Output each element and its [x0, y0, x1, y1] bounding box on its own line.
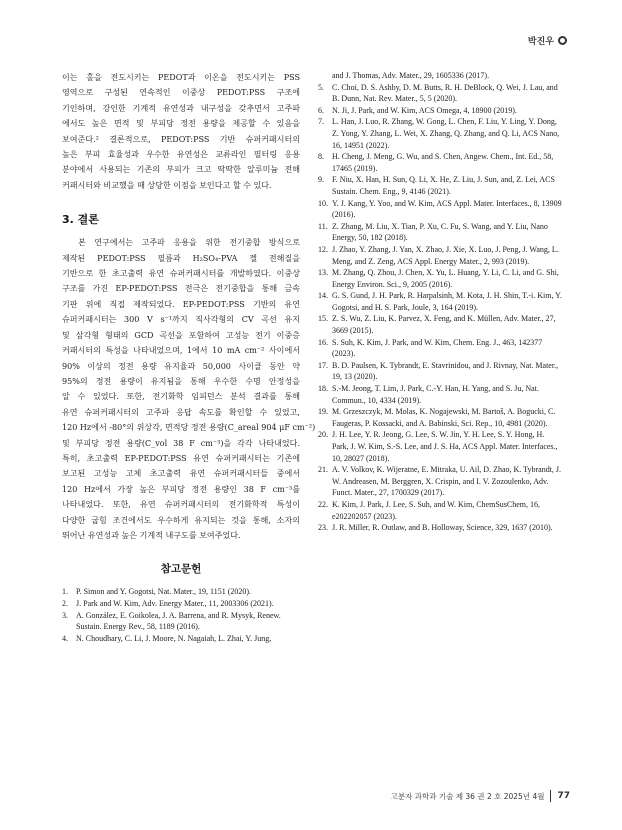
- text-line: 기판 위에 직접 제작되었다. EP-PEDOT:PSS 기반의 유연: [62, 299, 300, 309]
- reference-number: 4.: [62, 633, 68, 643]
- text-line: 본 연구에서는 고주파 응용을 위한 전기중합 방식으로: [78, 238, 300, 248]
- ring-icon: [558, 36, 567, 45]
- reference-item: [318, 267, 562, 290]
- reference-number: 11.: [318, 221, 328, 231]
- running-header: [528, 34, 567, 47]
- reference-item: [318, 313, 562, 336]
- text-line: 분야에서 사용되는 기존의 부피가 크고 딱딱한 알루미늄 전해: [62, 165, 300, 175]
- reference-text: J. H. Lee, Y. R. Jeong, G. Lee, S. W. Jin, Y. H. Lee, S. Y. Hong, H. Park, J. W. Kim, S.-S. Lee, and J. S. Ha, ACS Appl. Mater. Interfaces., 10, 28027 (2018).: [332, 430, 558, 463]
- text-line: 커패시터와 비교했을 때 상당한 이점을 보인다고 할 수 있다.: [62, 180, 272, 190]
- text-line: 슈퍼커패시터는 300 V s⁻¹까지 직사각형의 CV 곡선 유지: [62, 315, 300, 325]
- reference-text: Z. Zhang, M. Liu, X. Tian, P. Xu, C. Fu, S. Wang, and Y. Liu, Nano Energy, 50, 182 (2018).: [332, 221, 548, 243]
- reference-text: N. Ji, J. Park, and W. Kim, ACS Omega, 4, 18900 (2019).: [332, 105, 517, 115]
- reference-list: [62, 586, 300, 644]
- reference-number: 1.: [62, 587, 68, 597]
- reference-item: [318, 151, 562, 174]
- reference-text: M. Grzeszczyk, M. Molas, K. Nogajewski, M. Bartoš, A. Bogucki, C. Faugeras, P. Kossacki, and A. Babinski, Sci. Rep., 10, 4981 (2020).: [332, 407, 556, 428]
- reference-text: S. Suh, K. Kim, J. Park, and W. Kim, Chem. Eng. J., 463, 142377 (2023).: [332, 337, 543, 359]
- reference-item: [318, 464, 562, 499]
- reference-number: 20.: [318, 430, 328, 440]
- reference-item: [318, 522, 562, 534]
- reference-number: 7.: [318, 117, 324, 127]
- reference-text: G. S. Gund, J. H. Park, R. Harpalsinh, M. Kota, J. H. Shin, T.-i. Kim, Y. Gogotsi, and H. S. Park, Joule, 3, 164 (2019).: [332, 291, 562, 312]
- reference-text: J. R. Miller, R. Outlaw, and B. Holloway, Science, 329, 1637 (2010).: [332, 523, 553, 533]
- reference-text: A. González, E. Goikolea, J. A. Barrena, and R. Mysyk, Renew. Sustain. Energy Rev., 58, 1189 (2016).: [76, 610, 281, 632]
- reference-item: [318, 105, 562, 117]
- reference-text: N. Choudhary, C. Li, J. Moore, N. Nagaiah, L. Zhai, Y. Jung,: [76, 633, 272, 643]
- reference-text: M. Zhang, Q. Zhou, J. Chen, X. Yu, L. Huang, Y. Li, C. Li, and G. Shi, Energy Environ. Sci., 9, 2005 (2016).: [332, 268, 559, 289]
- journal-info: 고분자 과학과 기술 제 36 권 2 호 2025년 4월: [390, 791, 545, 801]
- reference-number: 18.: [318, 384, 328, 394]
- text-line: 나타내었다. 또한, 유연 슈퍼커패시터의 전기화학적 특성이: [62, 500, 300, 510]
- reference-item: [318, 198, 562, 221]
- reference-item: [318, 337, 562, 360]
- reference-number: 3.: [62, 610, 68, 620]
- text-line: 에서도 높은 면적 및 부피당 정전 용량을 제공할 수 있음을: [62, 119, 300, 129]
- reference-list: [318, 70, 562, 534]
- text-line: 기인하며, 강인한 기계적 유연성과 내구성을 갖추면서 고주파: [62, 103, 300, 113]
- left-column: [62, 70, 316, 644]
- reference-text: J. Zhao, Y. Zhang, J. Yan, X. Zhao, J. Xie, X. Luo, J. Peng, J. Wang, L. Meng, and Z. Zeng, ACS Appl. Energy Mater., 2, 993 (2019).: [332, 244, 559, 266]
- reference-item: [318, 406, 562, 429]
- reference-text: C. Choi, D. S. Ashby, D. M. Butts, R. H. DeBlock, Q. Wei, J. Lau, and B. Dunn, Nat. Rev. Mater., 5, 5 (2020).: [332, 82, 558, 104]
- reference-text: Z. S. Wu, Z. Liu, K. Parvez, X. Feng, and K. Müllen, Adv. Mater., 27, 3669 (2015).: [332, 314, 556, 336]
- reference-text: F. Niu, X. Han, H. Sun, Q. Li, X. He, Z. Liu, J. Sun, and, Z. Lei, ACS Sustain. Chem. Eng., 9, 4146 (2021).: [332, 175, 555, 196]
- reference-number: 21.: [318, 465, 328, 475]
- reference-number: 12.: [318, 244, 328, 254]
- reference-text: P. Simon and Y. Gogotsi, Nat. Mater., 19, 1151 (2020).: [76, 587, 252, 597]
- reference-number: 23.: [318, 523, 328, 533]
- text-line: 120 Hz에서 가장 높은 부피당 정전 용량인 38 F cm⁻³를: [62, 484, 300, 494]
- page-footer: [391, 790, 570, 802]
- reference-number: 6.: [318, 105, 324, 115]
- text-line: 구조를 가진 EP-PEDOT:PSS 전극은 전기중합을 통해 금속: [62, 284, 300, 294]
- reference-number: 10.: [318, 198, 328, 208]
- text-line: 특히, 초고출력 EP-PEDOT:PSS 유연 슈퍼커패시터는 기존에: [62, 453, 300, 463]
- reference-text: J. Park and W. Kim, Adv. Energy Mater., 11, 2003306 (2021).: [76, 598, 274, 608]
- reference-item: [62, 610, 300, 633]
- reference-number: 22.: [318, 499, 328, 509]
- reference-item: [318, 429, 562, 464]
- reference-text: B. D. Paulsen, K. Tybrandt, E. Stavrinidou, and J. Rivnay, Nat. Mater., 19, 13 (2020).: [332, 360, 559, 382]
- reference-number: 14.: [318, 291, 328, 301]
- reference-item: [318, 82, 562, 105]
- references-title: 참고문헌: [160, 563, 202, 576]
- reference-number: 19.: [318, 407, 328, 417]
- reference-item: [318, 383, 562, 406]
- reference-item: [318, 116, 562, 151]
- reference-item: [318, 221, 562, 244]
- reference-item: [318, 244, 562, 267]
- reference-number: 17.: [318, 360, 328, 370]
- reference-item: [62, 586, 300, 598]
- reference-item: [318, 174, 562, 197]
- reference-text: L. Han, J. Luo, R. Zhang, W. Gong, L. Chen, F. Liu, Y. Ling, Y. Dong, Z. Yong, Y. Zhang, L. Wei, X. Zhang, Q. Zhang, and Q. Li, ACS Nano, 16, 14951 (2022).: [332, 117, 560, 150]
- text-line: 120 Hz에서 -80°의 위상각, 면적당 정전 용량(C_areal 904 μF cm⁻²): [62, 423, 316, 433]
- text-line: 보고된 고성능 고체 초고출력 유연 슈퍼커패시터들 중에서: [62, 469, 300, 479]
- reference-text: Y. J. Kang, Y. Yoo, and W. Kim, ACS Appl. Mater. Interfaces., 8, 13909 (2016).: [332, 198, 562, 220]
- reference-text: H. Cheng, J. Meng, G. Wu, and S. Chen, Angew. Chem., Int. Ed., 58, 17465 (2019).: [332, 152, 554, 173]
- reference-item: [318, 360, 562, 383]
- reference-item: [318, 290, 562, 313]
- reference-text: A. V. Volkov, K. Wijeratne, E. Mitraka, U. Ail, D. Zhao, K. Tybrandt, J. W. Andreasen, M. Berggren, X. Crispin, and I. V. Zozoulenko, Adv. Funct. Mater., 27, 1700329 (2017).: [332, 465, 562, 498]
- reference-number: 13.: [318, 268, 328, 278]
- reference-number: 2.: [62, 598, 68, 608]
- text-line: 95%의 정전 용량이 유지됨을 통해 우수한 수명 안정성을: [62, 376, 300, 386]
- reference-text: K. Kim, J. Park, J. Lee, S. Suh, and W. Kim, ChemSusChem, 16, e202202057 (2023).: [332, 499, 541, 521]
- reference-text: and J. Thomas, Adv. Mater., 29, 1605336 (2017).: [332, 71, 490, 80]
- reference-number: 9.: [318, 175, 324, 185]
- text-line: 기반으로 한 초고출력 유연 슈퍼커패시터를 개발하였다. 이중상: [62, 269, 300, 279]
- conclusion-paragraph: [62, 235, 316, 543]
- reference-number: 16.: [318, 337, 328, 347]
- text-line: 다양한 굽힘 조건에서도 우수하게 유지되는 것을 통해, 소자의: [62, 515, 300, 525]
- text-line: 높은 부피 효율성과 우수한 유연성은 교류라인 필터링 응용: [62, 150, 300, 160]
- text-line: 커패시터의 특성을 나타내었으며, 1에서 10 mA cm⁻² 사이에서: [62, 346, 300, 356]
- page-number: 77: [557, 791, 570, 801]
- text-line: 이는 홀을 전도시키는 PEDOT과 이온을 전도시키는 PSS: [62, 73, 300, 82]
- intro-paragraph: [62, 70, 300, 193]
- reference-number: 15.: [318, 314, 328, 324]
- text-line: 90% 이상의 정전 용량 유지율과 50,000 사이클 동안 약: [62, 361, 300, 371]
- section-title: 3. 결론: [62, 213, 99, 227]
- text-line: 및 부피당 정전 용량(C_vol 38 F cm⁻³)을 각각 나타내었다.: [62, 438, 300, 448]
- text-line: 영역으로 구성된 연속적인 이중상 PEDOT:PSS 구조에: [62, 88, 300, 98]
- text-line: 보여준다.² 결론적으로, PEDOT:PSS 기반 슈퍼커패시터의: [62, 134, 300, 144]
- author-name: 박진우: [527, 37, 554, 47]
- text-line: 제작된 PEDOT:PSS 필름과 H₂SO₄-PVA 젤 전해질을: [62, 253, 300, 263]
- text-line: 유연 슈퍼커패시터의 고주파 응답 속도를 확인할 수 있었고,: [62, 407, 300, 417]
- reference-item: [318, 499, 562, 522]
- text-line: 뛰어난 유연성과 높은 기계적 내구도를 보여주었다.: [62, 530, 241, 540]
- text-line: 알 수 있었다. 또한, 전기화학 임피던스 분석 결과를 통해: [62, 392, 300, 402]
- reference-text: S.-M. Jeong, T. Lim, J. Park, C.-Y. Han, H. Yang, and S. Ju, Nat. Commun., 10, 4334 (2019).: [332, 384, 539, 405]
- text-line: 및 삼각형 형태의 GCD 곡선을 포함하여 고성능 전기 이중층: [62, 330, 300, 340]
- footer-divider: [550, 790, 551, 802]
- right-column: [318, 70, 562, 534]
- reference-number: 8.: [318, 152, 324, 162]
- reference-item: [318, 70, 562, 82]
- reference-item: [62, 598, 300, 610]
- reference-item: [62, 633, 300, 645]
- reference-number: 5.: [318, 82, 324, 92]
